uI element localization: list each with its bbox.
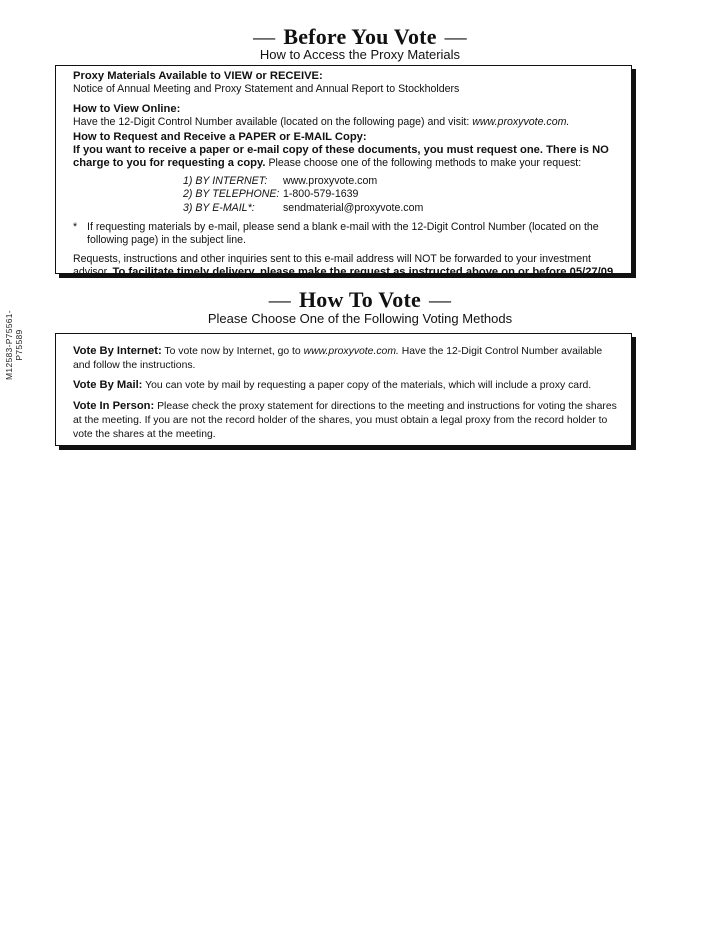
access-materials-subtitle: How to Access the Proxy Materials (259, 47, 461, 62)
vote-mail-paragraph (73, 378, 621, 393)
email-note-text: If requesting materials by e-mail, please send a blank e-mail with the 12-Digit Control Number (located on the following page) in the subject line. (87, 221, 599, 247)
voting-methods-box (55, 333, 632, 446)
note-asterisk: * (73, 221, 78, 234)
request-copy-paragraph (73, 144, 621, 171)
view-online-url[interactable]: www.proxyvote.com. (472, 116, 570, 129)
request-copy-bold: If you want to receive a paper or e-mail copy of these documents, you must request one. There is NO charge to you for requesting a copy. (73, 144, 609, 170)
method-label: 1) BY INTERNET: (183, 174, 268, 187)
title-dash-left: — (253, 24, 276, 49)
request-method-email (183, 202, 621, 215)
materials-heading: Proxy Materials Available to VIEW or RECEIVE: (73, 70, 323, 82)
voting-methods-subtitle: Please Choose One of the Following Voting Methods (207, 311, 513, 326)
vote-internet-text-1: To vote now by Internet, go to (161, 346, 304, 357)
vote-mail-text: You can vote by mail by requesting a paper copy of the materials, which will include a proxy card. (142, 380, 592, 392)
materials-text: Notice of Annual Meeting and Proxy Statement and Annual Report to Stockholders (73, 83, 460, 96)
vote-mail-label: Vote By Mail: (73, 379, 143, 392)
method-value[interactable]: 1-800-579-1639 (283, 188, 359, 201)
requests-paragraph (73, 253, 621, 280)
title-dash-right: — (444, 24, 467, 49)
request-method-internet (183, 175, 621, 188)
vote-person-paragraph (73, 399, 621, 443)
vote-internet-url[interactable]: www.proxyvote.com. (303, 346, 399, 357)
vote-internet-label: Vote By Internet: (73, 345, 162, 357)
email-note (73, 221, 621, 248)
how-to-vote-title (0, 287, 720, 313)
vote-person-label: Vote In Person: (73, 399, 155, 412)
method-value[interactable]: www.proxyvote.com (283, 174, 378, 187)
title-dash-right: — (429, 287, 452, 312)
method-label: 2) BY TELEPHONE: (183, 188, 280, 201)
vote-person-text: Please check the proxy statement for directions to the meeting and instructions for voting the shares at the meeting. If you are not the record holder of the shares, you must obtain a legal proxy from the record holder to vote the shares at the meeting. (73, 400, 617, 441)
how-to-vote-heading: How To Vote (298, 287, 422, 312)
request-copy-text: Please choose one of the following methods to make your request: (265, 157, 582, 170)
method-value[interactable]: sendmaterial@proxyvote.com (283, 201, 424, 214)
request-copy-heading: How to Request and Receive a PAPER or E-MAIL Copy: (73, 130, 367, 143)
requests-text: Requests, instructions and other inquiries sent to this e-mail address will NOT be forwarded to your investment advisor. (73, 252, 591, 279)
requests-deadline-bold: To facilitate timely delivery, please make the request as instructed above on or before 05/27/09. (112, 266, 617, 279)
request-method-telephone (183, 188, 621, 201)
vote-internet-paragraph (73, 344, 621, 373)
side-document-code: M12583-P75561-P75589 (4, 310, 24, 380)
view-online-text: Have the 12-Digit Control Number available (located on the following page) and visit: (73, 116, 473, 129)
view-online-heading: How to View Online: (73, 102, 181, 115)
proxy-materials-box (55, 65, 632, 279)
title-dash-left: — (268, 287, 291, 312)
view-online-paragraph (73, 116, 621, 129)
before-you-vote-heading: Before You Vote (283, 24, 437, 49)
vote-internet-text-2: Have the 12-Digit Control Number available and follow the instructions. (73, 346, 603, 372)
method-label: 3) BY E-MAIL*: (183, 201, 255, 214)
request-methods-list (183, 175, 621, 215)
